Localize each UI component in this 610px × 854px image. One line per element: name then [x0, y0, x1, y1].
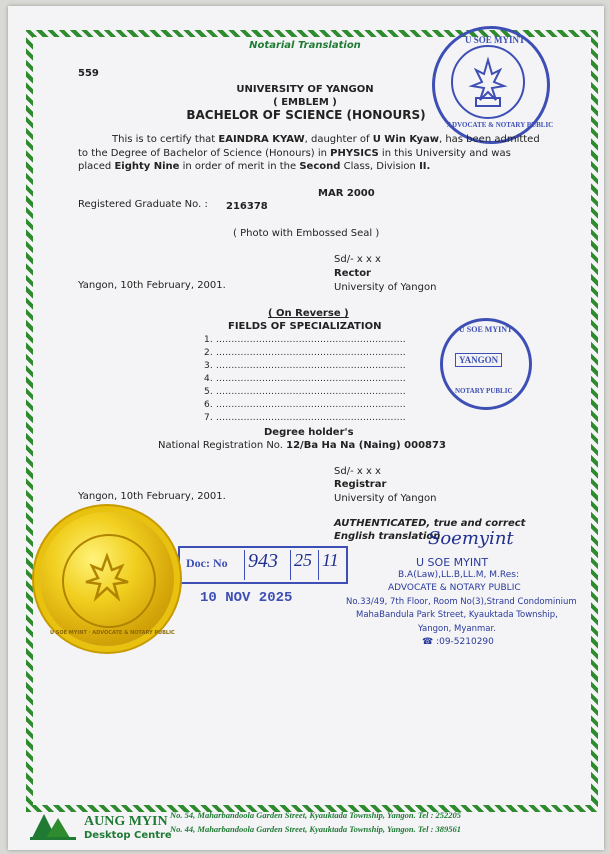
registrar-univ: University of Yangon	[334, 493, 437, 504]
photo-note: ( Photo with Embossed Seal )	[233, 228, 380, 239]
footer-address-2: No. 44, Maharbandoola Garden Street, Kyauktada Township, Yangon. Tel : 389561	[170, 824, 462, 834]
notary-address-3: Yangon, Myanmar.	[418, 624, 496, 634]
notary-name: U SOE MYINT	[416, 556, 489, 569]
emblem-note: ( EMBLEM )	[273, 97, 337, 108]
stamp-mid-bottom-text: NOTARY PUBLIC	[455, 387, 513, 395]
doc-divider	[244, 550, 245, 580]
stamp-mid-center: YANGON	[455, 353, 502, 367]
gold-seal-text: U SOE MYINT · ADVOCATE & NOTARY PUBLIC	[50, 630, 175, 636]
doc-no-3: 11	[322, 550, 339, 570]
rector-univ: University of Yangon	[334, 282, 437, 293]
reg-number: 216378	[226, 201, 268, 212]
field-item: 1. ..............................................................	[204, 335, 406, 345]
cert-line-1: This is to certify that EAINDRA KYAW, daughter of U Win Kyaw, has been admitted	[112, 134, 540, 145]
brand-logo-icon	[30, 810, 80, 840]
degree-title: BACHELOR OF SCIENCE (HONOURS)	[186, 108, 426, 122]
brand-sub: Desktop Centre	[84, 830, 172, 841]
field-item: 4. ..............................................................	[204, 374, 406, 384]
university-name: UNIVERSITY OF YANGON	[236, 84, 374, 95]
footer	[30, 808, 590, 842]
on-reverse: ( On Reverse )	[268, 308, 349, 319]
doc-label: Doc: No	[186, 556, 228, 570]
field-item: 2. ..............................................................	[204, 348, 406, 358]
registrar-title: Registrar	[334, 479, 387, 490]
notary-signature: Soemyint	[428, 528, 514, 549]
exam-date: MAR 2000	[318, 188, 375, 199]
stamp-mid-top-text: U SOE MYINT	[459, 325, 513, 334]
header-title: Notarial Translation	[249, 40, 361, 51]
field-item: 6. ..............................................................	[204, 400, 406, 410]
reg-label: Registered Graduate No. :	[78, 199, 208, 210]
cert-line-3: placed Eighty Nine in order of merit in the Second Class, Division II.	[78, 161, 431, 172]
gold-seal-emblem-icon	[40, 512, 174, 646]
doc-date: 10 NOV 2025	[200, 590, 293, 606]
place-date-2: Yangon, 10th February, 2001.	[78, 491, 226, 502]
registrar-sd: Sd/- x x x	[334, 466, 381, 477]
fields-title: FIELDS OF SPECIALIZATION	[228, 321, 382, 332]
stamp-top-text: U SOE MYINT	[465, 35, 526, 45]
auth-line-1: AUTHENTICATED, true and correct	[334, 518, 526, 529]
doc-no-1: 943	[248, 550, 278, 572]
field-item: 3. ..............................................................	[204, 361, 406, 371]
doc-divider	[318, 550, 319, 580]
document-number: 559	[78, 68, 99, 79]
notary-phone: ☎ :09-5210290	[422, 637, 494, 647]
notary-address-2: MahaBandula Park Street, Kyauktada Township,	[356, 610, 558, 620]
brand-name: AUNG MYIN	[84, 814, 168, 829]
gold-seal	[40, 512, 174, 646]
place-date-1: Yangon, 10th February, 2001.	[78, 280, 226, 291]
notary-stamp-middle	[440, 318, 532, 410]
nrc-line: National Registration No. 12/Ba Ha Na (Naing) 000873	[158, 440, 446, 451]
rector-title: Rector	[334, 268, 371, 279]
auth-line-2: English translation	[334, 531, 441, 542]
footer-address-1: No. 54, Maharbandoola Garden Street, Kyauktada Township, Yangon. Tel : 252205	[170, 810, 462, 820]
stamp-bottom-text: ADVOCATE & NOTARY PUBLIC	[447, 121, 554, 129]
rector-sd: Sd/- x x x	[334, 254, 381, 265]
cert-line-2: to the Degree of Bachelor of Science (Honours) in PHYSICS in this University and was	[78, 148, 511, 159]
field-item: 5. ..............................................................	[204, 387, 406, 397]
notary-title: ADVOCATE & NOTARY PUBLIC	[388, 583, 521, 593]
notary-address-1: No.33/49, 7th Floor, Room No(3),Strand Condominium	[346, 597, 577, 607]
field-item: 7. ..............................................................	[204, 413, 406, 423]
doc-no-2: 25	[294, 550, 312, 570]
doc-divider	[290, 550, 291, 580]
doc-number-stamp	[178, 546, 348, 584]
holder-label: Degree holder's	[264, 427, 354, 438]
notary-quals: B.A(Law),LL.B,LL.M, M.Res:	[398, 570, 519, 580]
